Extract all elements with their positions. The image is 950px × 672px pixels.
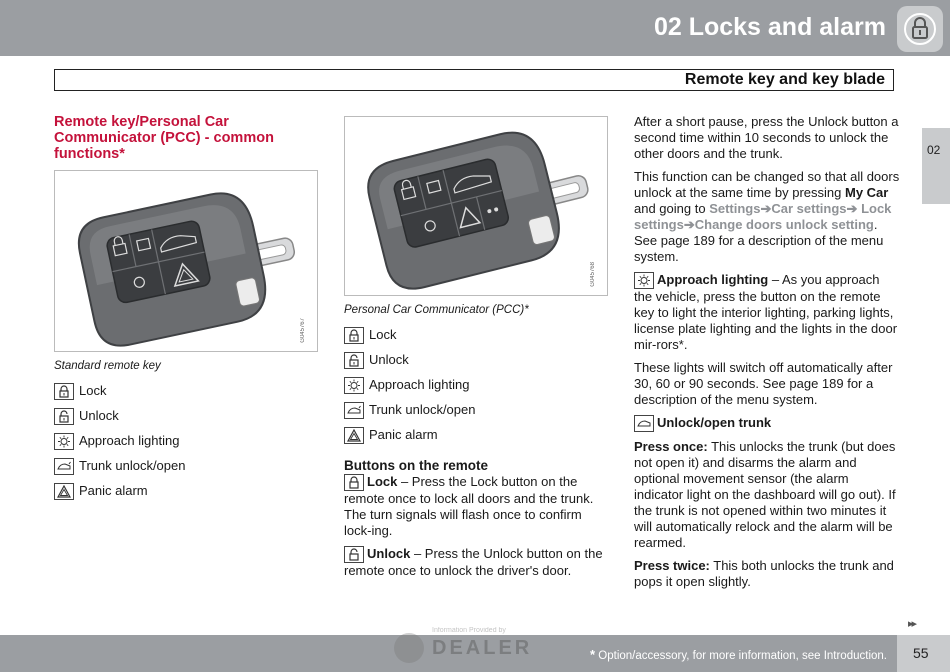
page-number: 55: [913, 645, 929, 661]
unlock-paragraph: [344, 546, 610, 579]
button-item-trunk: [54, 457, 320, 475]
footnote: [590, 647, 887, 662]
lock-term: Lock: [367, 474, 398, 489]
menu-settings: Settings: [709, 201, 761, 216]
header-bar: [0, 0, 950, 56]
page-number-box: [897, 635, 950, 672]
button-label: Trunk unlock/open: [79, 458, 186, 473]
button-item-approach-lighting: [344, 376, 610, 394]
press-twice-term: Press twice:: [634, 558, 710, 573]
paragraph-lights-off: These lights will switch off automatically after 30, 60 or 90 seconds. See page 189 for a description of the menu system.: [634, 360, 893, 407]
column-3: [634, 114, 900, 597]
lock-icon: [344, 474, 364, 491]
button-label: Trunk unlock/open: [369, 402, 476, 417]
paragraph-short-pause: After a short pause, press the Unlock button a second time within 10 seconds to unlock the other doors and the trunk.: [634, 114, 899, 161]
figure-caption: Personal Car Communicator (PCC)*: [344, 304, 529, 316]
unlock-icon: [54, 408, 74, 425]
paragraph-approach-lighting: [634, 272, 900, 353]
menu-change-doors-unlock: Change doors unlock setting: [694, 217, 874, 232]
unlock-icon: [344, 546, 364, 563]
button-label: Unlock: [79, 408, 119, 423]
button-label: Approach lighting: [79, 433, 180, 448]
menu-arrow-icon: ➔: [846, 201, 858, 216]
paragraph-change-function: [634, 169, 900, 265]
trunk-icon: [634, 415, 654, 432]
standard-remote-key-figure: [54, 170, 318, 352]
panic-alarm-icon: [344, 427, 364, 444]
button-label: Panic alarm: [369, 427, 438, 442]
press-once-text: This unlocks the trunk (but does not open it) and disarms the alarm and optional movement sensor (the alarm indicator light on the dashboard will go out). If the trunk is not opened within two minutes it will automatically relock and the alarm will be rearmed.: [634, 439, 896, 550]
approach-light-icon: [634, 272, 654, 289]
text: and going to: [634, 201, 710, 216]
panic-alarm-icon: [54, 483, 74, 500]
chapter-title: 02 Locks and alarm: [653, 13, 886, 41]
button-label: Lock: [79, 383, 107, 398]
buttons-subheading: Buttons on the remote: [344, 458, 488, 473]
paragraph-press-twice: [634, 558, 900, 590]
my-car-button-term: My Car: [845, 185, 889, 200]
button-item-approach-lighting: [54, 432, 320, 450]
figure-code: G045767: [300, 318, 306, 343]
standard-remote-key-illustration: [55, 171, 318, 352]
approach-term: Approach lighting: [657, 272, 769, 287]
menu-car-settings: Car settings: [771, 201, 847, 216]
column-2: [344, 114, 610, 586]
button-item-unlock: [54, 407, 320, 425]
watermark-logo-icon: [394, 633, 424, 663]
button-label: Unlock: [369, 352, 409, 367]
text: . See page 189 for a description of the menu system.: [634, 217, 884, 264]
button-item-lock: [344, 326, 610, 344]
unlock-icon: [344, 352, 364, 369]
approach-description: – As you approach the vehicle, press the button on the remote key to light the interior lighting, parking lights, license plate lighting and the lights in the door mir-rors*.: [634, 272, 898, 352]
press-twice-text: This both unlocks the trunk and pops it open slightly.: [634, 558, 894, 589]
text: This function can be changed so that all doors unlock at the same time by pressing: [634, 169, 900, 200]
press-once-term: Press once:: [634, 439, 708, 454]
button-item-panic: [54, 482, 320, 500]
approach-light-icon: [54, 433, 74, 450]
next-page-icon[interactable]: ▸▸: [908, 618, 916, 630]
trunk-icon: [344, 402, 364, 419]
section-title: Remote key and key blade: [684, 71, 885, 88]
section-header: [54, 69, 894, 91]
lock-icon: [344, 327, 364, 344]
unlock-term: Unlock: [367, 546, 411, 561]
lock-paragraph: [344, 474, 610, 539]
button-label: Approach lighting: [369, 377, 470, 392]
button-label: Lock: [369, 327, 397, 342]
button-item-trunk: [344, 401, 610, 419]
trunk-term: Unlock/open trunk: [657, 415, 772, 430]
pcc-remote-illustration: [345, 117, 608, 296]
side-tab-label: 02: [927, 143, 941, 157]
button-item-lock: [54, 382, 320, 400]
trunk-icon: [54, 458, 74, 475]
watermark-logo-text: DEALER: [432, 637, 533, 659]
menu-lock-settings: Lock settings: [634, 201, 892, 232]
button-item-panic: [344, 426, 610, 444]
watermark: [394, 627, 554, 667]
pcc-remote-figure: [344, 116, 608, 296]
paragraph-press-once: [634, 439, 900, 551]
lock-description: – Press the Lock button on the remote once to lock all doors and the trunk. The turn signals will flash once to confirm lock-ing.: [344, 474, 594, 538]
figure-code: G045768: [590, 262, 596, 287]
menu-arrow-icon: ➔: [760, 201, 772, 216]
watermark-text: Information Provided by: [432, 627, 506, 634]
button-item-unlock: [344, 351, 610, 369]
lock-icon: [54, 383, 74, 400]
button-label: Panic alarm: [79, 483, 148, 498]
trunk-heading: [634, 415, 900, 432]
menu-arrow-icon: ➔: [683, 217, 695, 232]
approach-light-icon: [344, 377, 364, 394]
footnote-text: Option/accessory, for more information, see Introduction.: [595, 650, 887, 662]
column-1: [54, 114, 320, 507]
chapter-lock-icon: [897, 6, 943, 52]
figure-caption: Standard remote key: [54, 360, 161, 372]
unlock-description: – Press the Unlock button on the remote once to unlock the driver's door.: [344, 546, 603, 578]
footnote-star: *: [590, 647, 596, 662]
chapter-side-tab[interactable]: [922, 128, 950, 204]
section-heading: Remote key/Personal Car Communicator (PCC) - common functions*: [54, 114, 274, 162]
